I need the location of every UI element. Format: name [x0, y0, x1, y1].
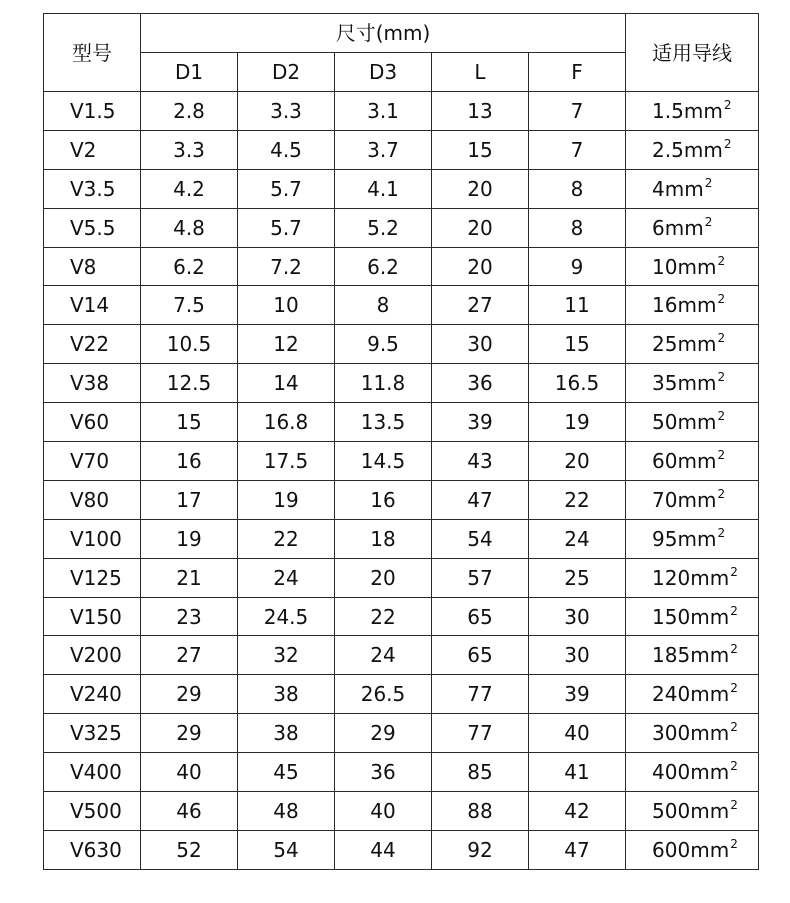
header-size-group: 尺寸(mm) — [141, 14, 626, 53]
table-row — [44, 675, 759, 714]
cell-d2: 38 — [238, 675, 335, 714]
cell-d2: 22 — [238, 519, 335, 558]
cell-wire — [626, 169, 759, 208]
cell-l: 54 — [432, 519, 529, 558]
wire-unit: mm — [690, 565, 730, 590]
cell-d2: 3.3 — [238, 92, 335, 131]
wire-unit: mm — [677, 254, 717, 279]
cell-d2: 38 — [238, 714, 335, 753]
wire-unit-power: 2 — [730, 836, 738, 851]
table-row — [44, 480, 759, 519]
wire-unit: mm — [664, 176, 704, 201]
cell-l: 88 — [432, 792, 529, 831]
wire-value: 500 — [652, 798, 691, 823]
cell-f: 20 — [529, 442, 626, 481]
wire-unit-power: 2 — [717, 525, 726, 540]
table-row — [44, 208, 759, 247]
cell-d1: 21 — [141, 558, 238, 597]
cell-model: V22 — [44, 325, 141, 364]
cell-model: V3.5 — [44, 169, 141, 208]
cell-d1: 10.5 — [141, 325, 238, 364]
cell-wire — [626, 480, 759, 519]
cell-f: 47 — [529, 830, 626, 869]
cell-d1: 4.8 — [141, 208, 238, 247]
wire-unit: mm — [677, 448, 717, 473]
cell-l: 77 — [432, 675, 529, 714]
cell-wire — [626, 286, 759, 325]
cell-d1: 3.3 — [141, 130, 238, 169]
cell-d3: 20 — [335, 558, 432, 597]
table-row — [44, 286, 759, 325]
cell-d3: 6.2 — [335, 247, 432, 286]
wire-unit-power: 2 — [723, 136, 732, 151]
wire-unit: mm — [690, 643, 730, 668]
wire-unit-power: 2 — [730, 564, 738, 579]
cell-d3: 8 — [335, 286, 432, 325]
cell-l: 20 — [432, 208, 529, 247]
cell-model: V325 — [44, 714, 141, 753]
cell-wire — [626, 364, 759, 403]
cell-l: 20 — [432, 169, 529, 208]
header-l: L — [432, 53, 529, 92]
cell-model: V8 — [44, 247, 141, 286]
cell-d1: 4.2 — [141, 169, 238, 208]
wire-unit: mm — [677, 293, 717, 318]
wire-unit: mm — [677, 410, 717, 435]
cell-f: 41 — [529, 753, 626, 792]
cell-d1: 15 — [141, 403, 238, 442]
cell-l: 39 — [432, 403, 529, 442]
wire-value: 240 — [652, 682, 691, 707]
cell-wire — [626, 92, 759, 131]
cell-model: V70 — [44, 442, 141, 481]
cell-d2: 14 — [238, 364, 335, 403]
cell-d2: 19 — [238, 480, 335, 519]
wire-value: 150 — [652, 604, 691, 629]
wire-unit-power: 2 — [730, 759, 738, 774]
header-f: F — [529, 53, 626, 92]
cell-wire — [626, 753, 759, 792]
cell-l: 57 — [432, 558, 529, 597]
cell-d2: 17.5 — [238, 442, 335, 481]
wire-unit: mm — [683, 137, 723, 162]
cell-d3: 11.8 — [335, 364, 432, 403]
cell-wire — [626, 519, 759, 558]
header-d1: D1 — [141, 53, 238, 92]
cell-d3: 22 — [335, 597, 432, 636]
cell-d2: 24 — [238, 558, 335, 597]
wire-unit: mm — [677, 487, 717, 512]
cell-d2: 24.5 — [238, 597, 335, 636]
cell-d3: 26.5 — [335, 675, 432, 714]
table-row — [44, 792, 759, 831]
cell-f: 7 — [529, 92, 626, 131]
cell-wire — [626, 830, 759, 869]
cell-d3: 29 — [335, 714, 432, 753]
table-row — [44, 753, 759, 792]
table-row — [44, 169, 759, 208]
table-row — [44, 442, 759, 481]
cell-wire — [626, 558, 759, 597]
cell-d3: 36 — [335, 753, 432, 792]
cell-model: V14 — [44, 286, 141, 325]
cell-f: 42 — [529, 792, 626, 831]
wire-value: 50 — [652, 410, 678, 435]
cell-d1: 12.5 — [141, 364, 238, 403]
table-row — [44, 714, 759, 753]
cell-l: 15 — [432, 130, 529, 169]
cell-f: 16.5 — [529, 364, 626, 403]
table-row — [44, 130, 759, 169]
cell-model: V630 — [44, 830, 141, 869]
spec-table — [43, 13, 759, 870]
wire-unit-power: 2 — [717, 486, 726, 501]
cell-l: 65 — [432, 636, 529, 675]
cell-wire — [626, 130, 759, 169]
wire-unit-power: 2 — [717, 370, 726, 385]
cell-d3: 9.5 — [335, 325, 432, 364]
wire-value: 60 — [652, 448, 678, 473]
cell-d3: 3.7 — [335, 130, 432, 169]
cell-d3: 5.2 — [335, 208, 432, 247]
header-d3: D3 — [335, 53, 432, 92]
cell-wire — [626, 792, 759, 831]
cell-d3: 3.1 — [335, 92, 432, 131]
table-row — [44, 636, 759, 675]
cell-d3: 18 — [335, 519, 432, 558]
header-d2: D2 — [238, 53, 335, 92]
cell-d2: 4.5 — [238, 130, 335, 169]
table-row — [44, 519, 759, 558]
table-row — [44, 325, 759, 364]
cell-d1: 27 — [141, 636, 238, 675]
cell-d3: 4.1 — [335, 169, 432, 208]
wire-value: 6 — [652, 215, 665, 240]
cell-model: V60 — [44, 403, 141, 442]
wire-value: 300 — [652, 721, 691, 746]
wire-unit-power: 2 — [717, 292, 726, 307]
cell-f: 11 — [529, 286, 626, 325]
cell-model: V1.5 — [44, 92, 141, 131]
cell-l: 85 — [432, 753, 529, 792]
cell-l: 27 — [432, 286, 529, 325]
wire-value: 120 — [652, 565, 691, 590]
wire-unit-power: 2 — [723, 97, 732, 112]
header-wire: 适用导线 — [626, 14, 759, 92]
cell-d1: 6.2 — [141, 247, 238, 286]
cell-model: V400 — [44, 753, 141, 792]
wire-value: 2.5 — [652, 137, 684, 162]
cell-l: 43 — [432, 442, 529, 481]
wire-unit: mm — [677, 332, 717, 357]
cell-f: 15 — [529, 325, 626, 364]
wire-unit: mm — [690, 798, 730, 823]
cell-f: 8 — [529, 208, 626, 247]
wire-unit-power: 2 — [717, 409, 726, 424]
cell-f: 30 — [529, 636, 626, 675]
cell-d2: 32 — [238, 636, 335, 675]
cell-wire — [626, 208, 759, 247]
cell-model: V80 — [44, 480, 141, 519]
cell-wire — [626, 714, 759, 753]
wire-unit-power: 2 — [717, 331, 726, 346]
cell-d2: 5.7 — [238, 208, 335, 247]
cell-d1: 29 — [141, 714, 238, 753]
wire-unit-power: 2 — [704, 175, 713, 190]
table-row — [44, 558, 759, 597]
table-row — [44, 92, 759, 131]
table-row — [44, 403, 759, 442]
cell-l: 20 — [432, 247, 529, 286]
wire-unit-power: 2 — [704, 214, 713, 229]
cell-d3: 44 — [335, 830, 432, 869]
wire-unit: mm — [664, 215, 704, 240]
cell-wire — [626, 403, 759, 442]
cell-d2: 48 — [238, 792, 335, 831]
wire-value: 4 — [652, 176, 665, 201]
cell-d1: 17 — [141, 480, 238, 519]
cell-d2: 10 — [238, 286, 335, 325]
cell-d1: 29 — [141, 675, 238, 714]
cell-f: 8 — [529, 169, 626, 208]
wire-unit: mm — [690, 682, 730, 707]
cell-model: V500 — [44, 792, 141, 831]
cell-d1: 46 — [141, 792, 238, 831]
cell-model: V38 — [44, 364, 141, 403]
wire-value: 25 — [652, 332, 678, 357]
wire-unit-power: 2 — [730, 681, 738, 696]
wire-unit-power: 2 — [730, 797, 738, 812]
cell-f: 40 — [529, 714, 626, 753]
cell-d2: 7.2 — [238, 247, 335, 286]
cell-f: 19 — [529, 403, 626, 442]
table-row — [44, 247, 759, 286]
cell-d1: 40 — [141, 753, 238, 792]
cell-l: 92 — [432, 830, 529, 869]
cell-l: 77 — [432, 714, 529, 753]
wire-value: 95 — [652, 526, 678, 551]
wire-unit: mm — [690, 721, 730, 746]
cell-f: 39 — [529, 675, 626, 714]
cell-l: 30 — [432, 325, 529, 364]
wire-unit: mm — [683, 98, 723, 123]
cell-l: 65 — [432, 597, 529, 636]
cell-model: V200 — [44, 636, 141, 675]
cell-d2: 5.7 — [238, 169, 335, 208]
wire-unit: mm — [677, 526, 717, 551]
cell-d1: 16 — [141, 442, 238, 481]
wire-unit-power: 2 — [717, 253, 726, 268]
cell-d2: 54 — [238, 830, 335, 869]
table-body — [44, 92, 759, 870]
wire-value: 400 — [652, 760, 691, 785]
wire-unit: mm — [690, 604, 730, 629]
cell-f: 9 — [529, 247, 626, 286]
table-header — [44, 14, 759, 92]
cell-f: 24 — [529, 519, 626, 558]
cell-d1: 7.5 — [141, 286, 238, 325]
wire-unit-power: 2 — [730, 720, 738, 735]
cell-l: 36 — [432, 364, 529, 403]
cell-wire — [626, 675, 759, 714]
wire-value: 70 — [652, 487, 678, 512]
wire-unit: mm — [690, 760, 730, 785]
wire-unit: mm — [690, 837, 730, 862]
wire-value: 600 — [652, 837, 691, 862]
wire-unit-power: 2 — [730, 603, 738, 618]
cell-wire — [626, 597, 759, 636]
cell-wire — [626, 325, 759, 364]
cell-model: V125 — [44, 558, 141, 597]
cell-l: 47 — [432, 480, 529, 519]
cell-d2: 16.8 — [238, 403, 335, 442]
wire-unit: mm — [677, 371, 717, 396]
cell-wire — [626, 442, 759, 481]
cell-f: 7 — [529, 130, 626, 169]
cell-wire — [626, 636, 759, 675]
cell-d2: 12 — [238, 325, 335, 364]
cell-f: 25 — [529, 558, 626, 597]
cell-f: 22 — [529, 480, 626, 519]
cell-d2: 45 — [238, 753, 335, 792]
cell-d1: 19 — [141, 519, 238, 558]
table-row — [44, 364, 759, 403]
cell-d3: 40 — [335, 792, 432, 831]
cell-d3: 24 — [335, 636, 432, 675]
cell-model: V5.5 — [44, 208, 141, 247]
cell-d3: 16 — [335, 480, 432, 519]
header-model: 型号 — [44, 14, 141, 92]
cell-model: V150 — [44, 597, 141, 636]
wire-unit-power: 2 — [717, 447, 726, 462]
cell-d1: 2.8 — [141, 92, 238, 131]
wire-unit-power: 2 — [730, 642, 738, 657]
wire-value: 10 — [652, 254, 678, 279]
cell-f: 30 — [529, 597, 626, 636]
wire-value: 35 — [652, 371, 678, 396]
cell-d3: 13.5 — [335, 403, 432, 442]
wire-value: 16 — [652, 293, 678, 318]
cell-d1: 52 — [141, 830, 238, 869]
table-row — [44, 830, 759, 869]
cell-d3: 14.5 — [335, 442, 432, 481]
table-row — [44, 597, 759, 636]
wire-value: 185 — [652, 643, 691, 668]
cell-model: V240 — [44, 675, 141, 714]
cell-model: V100 — [44, 519, 141, 558]
wire-value: 1.5 — [652, 98, 684, 123]
cell-model: V2 — [44, 130, 141, 169]
cell-wire — [626, 247, 759, 286]
cell-d1: 23 — [141, 597, 238, 636]
cell-l: 13 — [432, 92, 529, 131]
